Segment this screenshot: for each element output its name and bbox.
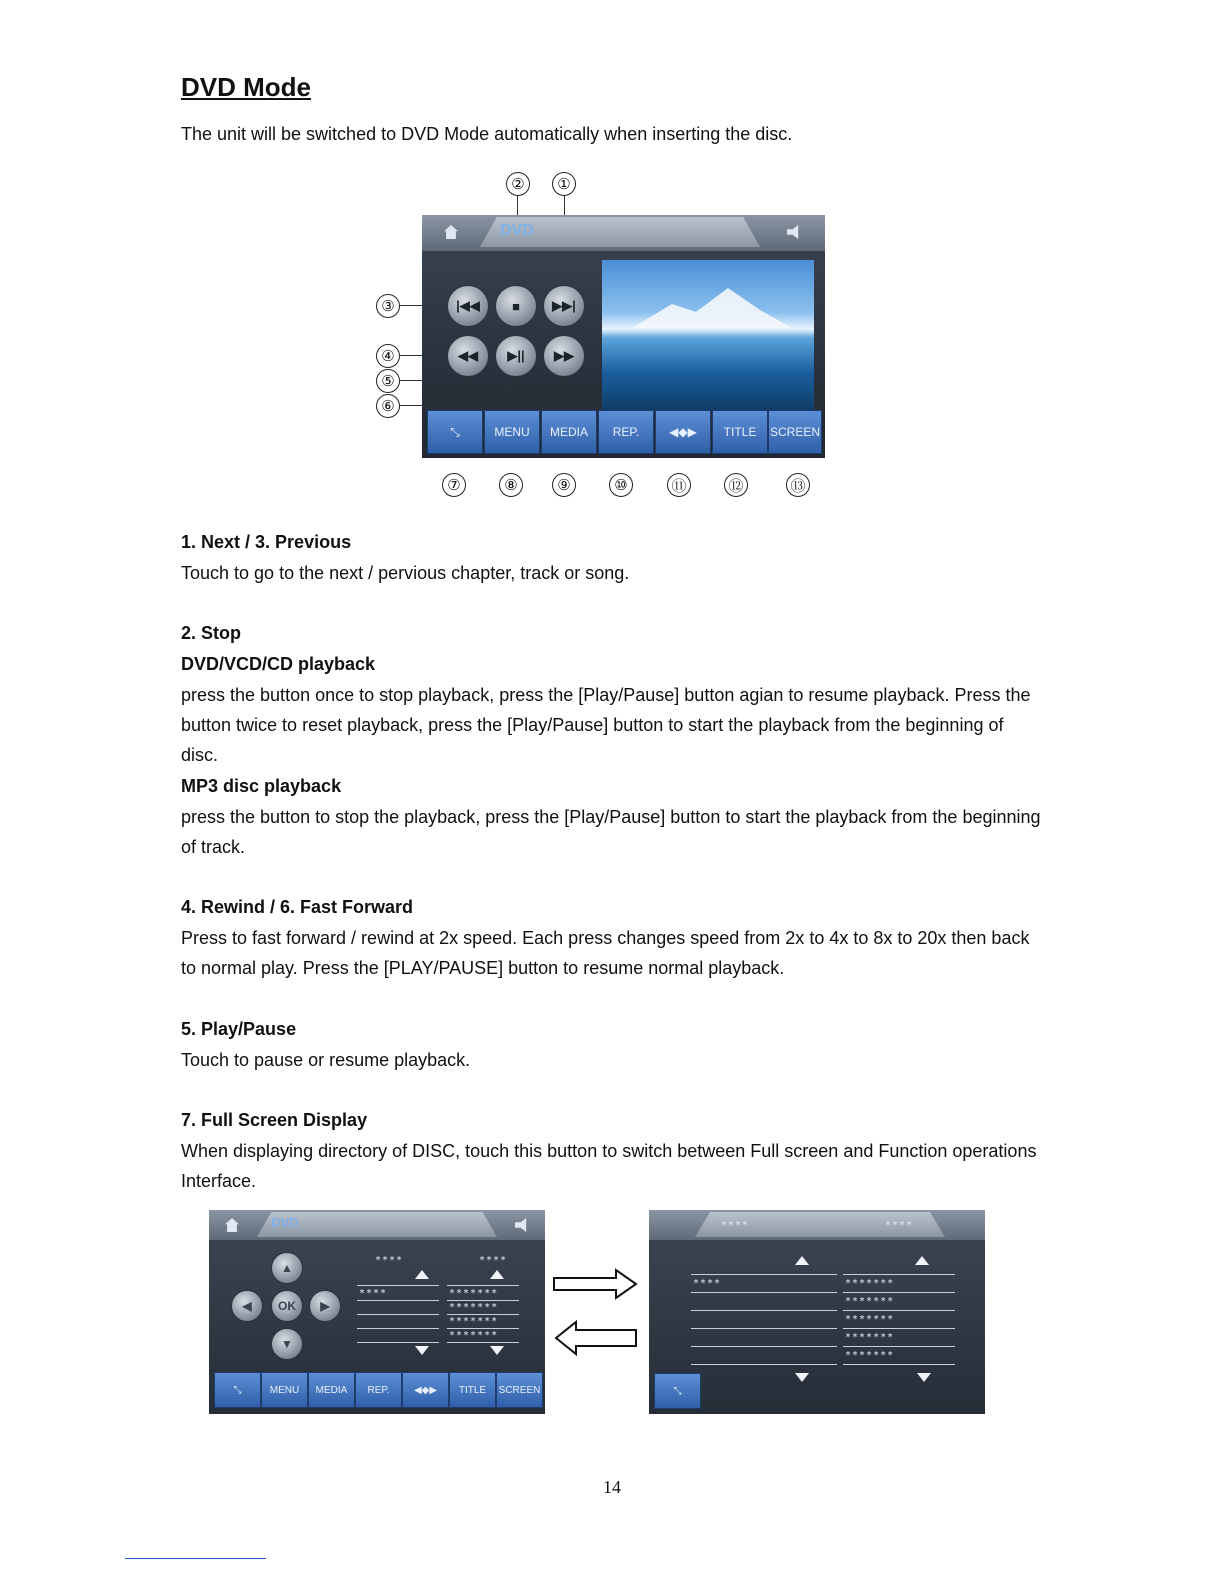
callout-5: ⑤: [376, 369, 400, 393]
scroll-down-icon[interactable]: [795, 1373, 809, 1382]
column-header: ****: [479, 1255, 508, 1266]
footnote-rule: [125, 1558, 266, 1559]
callout-2: ②: [506, 172, 530, 196]
page-title: DVD Mode: [181, 72, 311, 102]
list-item[interactable]: *******: [449, 1288, 499, 1299]
full-screen-button[interactable]: ⤡: [427, 410, 483, 454]
divider: [447, 1285, 519, 1286]
divider: [447, 1342, 519, 1343]
fast-forward-button[interactable]: ▶▶: [543, 335, 585, 377]
list-item[interactable]: *******: [449, 1330, 499, 1341]
divider: [843, 1292, 955, 1293]
divider: [447, 1328, 519, 1329]
switch-arrows: [552, 1268, 640, 1362]
dvd-mode-figure: [355, 165, 825, 505]
list-item[interactable]: *******: [845, 1296, 895, 1307]
repeat-button[interactable]: REP.: [598, 410, 654, 454]
callout-1: ①: [552, 172, 576, 196]
scroll-down-icon[interactable]: [415, 1346, 429, 1355]
stop-button[interactable]: ■: [495, 285, 537, 327]
divider: [691, 1310, 837, 1311]
menu-button[interactable]: MENU: [484, 410, 540, 454]
screen-button[interactable]: SCREEN: [768, 410, 822, 454]
list-item[interactable]: ****: [693, 1278, 722, 1289]
divider: [843, 1310, 955, 1311]
right-arrow-icon: [554, 1270, 636, 1298]
play-pause-button[interactable]: ▶||: [495, 335, 537, 377]
callout-9: ⑨: [552, 473, 576, 497]
title-button[interactable]: TITLE: [449, 1372, 496, 1408]
divider: [357, 1285, 439, 1286]
scroll-up-icon[interactable]: [915, 1256, 929, 1265]
direction-button[interactable]: ◀◆▶: [655, 410, 711, 454]
section-heading: 4. Rewind / 6. Fast Forward: [181, 897, 414, 917]
section-body: press the button once to stop playback, press the [Play/Pause] button agian to resume playback. Press the button twice to reset playback, press the [Play/Pause] button to start the playback from the beginning of disc.: [181, 685, 1031, 765]
top-bar: [422, 215, 825, 251]
section-body: Touch to go to the next / pervious chapter, track or song.: [181, 563, 630, 583]
next-button[interactable]: ▶▶|: [543, 285, 585, 327]
column-header: ****: [375, 1255, 404, 1266]
page-number: 14: [603, 1477, 621, 1497]
previous-button[interactable]: |◀◀: [447, 285, 489, 327]
divider: [447, 1300, 519, 1301]
scroll-down-icon[interactable]: [490, 1346, 504, 1355]
callout-13: ⑬: [786, 473, 810, 497]
media-button[interactable]: MEDIA: [308, 1372, 355, 1408]
divider: [447, 1314, 519, 1315]
section-heading: 7. Full Screen Display: [181, 1110, 368, 1130]
section-body: Touch to pause or resume playback.: [181, 1050, 471, 1070]
callout-6: ⑥: [376, 394, 400, 418]
full-screen-button[interactable]: ⤡: [214, 1372, 261, 1408]
home-icon[interactable]: [444, 225, 458, 239]
section-body: Press to fast forward / rewind at 2x speed. Each press changes speed from 2x to 4x to 8x to 20x then back to normal play. Press the [PLAY/PAUSE] button to resume normal playback.: [181, 928, 1030, 978]
list-item[interactable]: *******: [449, 1302, 499, 1313]
divider: [357, 1328, 439, 1329]
top-bar: [209, 1210, 545, 1240]
top-bar: [649, 1210, 985, 1240]
divider: [691, 1292, 837, 1293]
scroll-up-icon[interactable]: [490, 1270, 504, 1279]
menu-button[interactable]: MENU: [261, 1372, 308, 1408]
section-body: press the button to stop the playback, press the [Play/Pause] button to start the playback from the beginning of track.: [181, 807, 1041, 857]
rewind-button[interactable]: ◀◀: [447, 335, 489, 377]
left-button[interactable]: ◀: [231, 1290, 263, 1322]
section-heading: 2. Stop: [181, 623, 242, 643]
list-item[interactable]: *******: [449, 1316, 499, 1327]
mode-label: DVD: [271, 1215, 299, 1230]
callout-4: ④: [376, 344, 400, 368]
scroll-up-icon[interactable]: [795, 1256, 809, 1265]
home-icon[interactable]: [225, 1218, 239, 1232]
list-item[interactable]: ****: [359, 1288, 388, 1299]
title-button[interactable]: TITLE: [712, 410, 768, 454]
scroll-up-icon[interactable]: [415, 1270, 429, 1279]
full-screen-button[interactable]: ⤡: [654, 1373, 701, 1409]
divider: [691, 1328, 837, 1329]
mountain-graphic: [632, 288, 792, 328]
section-heading: 1. Next / 3. Previous: [181, 532, 352, 552]
divider: [357, 1314, 439, 1315]
divider: [691, 1364, 837, 1365]
video-preview: [602, 260, 814, 410]
list-item[interactable]: *******: [845, 1350, 895, 1361]
list-item[interactable]: *******: [845, 1314, 895, 1325]
function-interface-screen: [209, 1210, 545, 1414]
divider: [691, 1274, 837, 1275]
mode-label: DVD: [500, 222, 534, 239]
media-button[interactable]: MEDIA: [541, 410, 597, 454]
callout-12: ⑫: [724, 473, 748, 497]
column-header: ****: [885, 1220, 914, 1231]
speaker-icon[interactable]: [515, 1218, 531, 1232]
divider: [691, 1346, 837, 1347]
callout-8: ⑧: [499, 473, 523, 497]
callout-3: ③: [376, 294, 400, 318]
divider: [357, 1300, 439, 1301]
dvd-screen: [422, 215, 825, 458]
full-screen-interface: [649, 1210, 985, 1414]
section-heading: 5. Play/Pause: [181, 1019, 297, 1039]
up-button[interactable]: ▲: [271, 1252, 303, 1284]
callout-11: ⑪: [667, 473, 691, 497]
callout-7: ⑦: [442, 473, 466, 497]
direction-button[interactable]: ◀◆▶: [402, 1372, 449, 1408]
list-item[interactable]: *******: [845, 1278, 895, 1289]
divider: [843, 1364, 955, 1365]
scroll-down-icon[interactable]: [917, 1373, 931, 1382]
divider: [357, 1342, 439, 1343]
list-item[interactable]: *******: [845, 1332, 895, 1343]
section-subheading: DVD/VCD/CD playback: [181, 654, 376, 674]
left-arrow-icon: [556, 1322, 636, 1354]
divider: [843, 1274, 955, 1275]
intro-text: The unit will be switched to DVD Mode automatically when inserting the disc.: [181, 124, 793, 144]
callout-10: ⑩: [609, 473, 633, 497]
screen-button[interactable]: SCREEN: [496, 1372, 543, 1408]
divider: [843, 1346, 955, 1347]
section-body: When displaying directory of DISC, touch this button to switch between Full screen and Function operations Interface.: [181, 1141, 1037, 1191]
down-button[interactable]: ▼: [271, 1328, 303, 1360]
column-header: ****: [721, 1220, 750, 1231]
repeat-button[interactable]: REP.: [355, 1372, 402, 1408]
divider: [843, 1328, 955, 1329]
section-subheading: MP3 disc playback: [181, 776, 342, 796]
speaker-icon[interactable]: [787, 225, 803, 239]
ok-button[interactable]: OK: [271, 1290, 303, 1322]
right-button[interactable]: ▶: [309, 1290, 341, 1322]
